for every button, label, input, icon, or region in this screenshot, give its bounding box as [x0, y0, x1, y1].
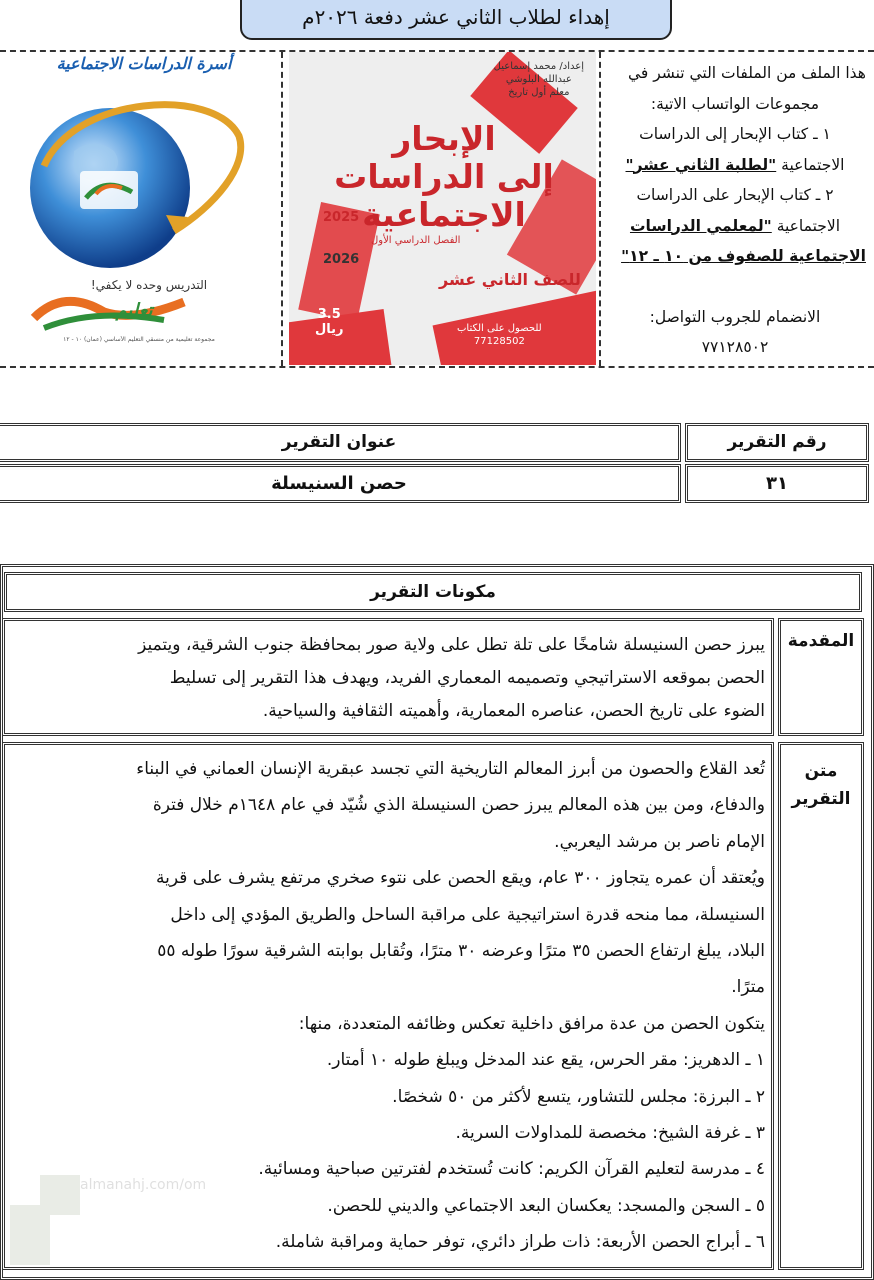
report-number-value-cell: [685, 464, 869, 503]
whatsapp-promo: [604, 58, 866, 363]
body-list-item: ٥ ـ السجن والمسجد: يعكسان البعد الاجتماعي والديني للحصن.: [327, 1195, 765, 1216]
watermark-shape: [40, 1175, 80, 1215]
promo-item-1b: [604, 150, 866, 181]
promo-intro: هذا الملف من الملفات التي تنشر في: [627, 64, 866, 82]
report-title-value-cell: [0, 464, 681, 503]
intro-line: الحصن بموقعه الاستراتيجي وتصميمه المعماري الفريد، ويهدف هذا التقرير إلى تسليط: [169, 668, 765, 688]
book-cover-image: [289, 52, 596, 365]
components-heading: مكونات التقرير: [370, 582, 496, 602]
body-list-item: ٦ ـ أبراج الحصن الأربعة: ذات طراز دائري، توفر حماية ومراقبة شاملة.: [275, 1232, 765, 1253]
body-list-item: ١ ـ الدهريز: مقر الحرس، يقع عند المدخل ويبلغ طوله ١٠ أمتار.: [326, 1050, 765, 1071]
header-divider: [281, 52, 283, 366]
cover-grade: للصف الثاني عشر: [439, 270, 581, 289]
promo-intro-2: مجموعات الواتساب الاتية:: [650, 94, 820, 113]
body-line: البلاد، يبلغ ارتفاع الحصن ٣٥ مترًا وعرضه ٣٠ مترًا، وتُقابل بوابته الشرقية سورًا طوله ٥٥: [157, 941, 765, 962]
intro-content-cell: [2, 618, 774, 736]
body-label-line: التقرير: [791, 789, 851, 809]
body-line: مترًا.: [731, 977, 765, 998]
watermark-logo: [10, 1175, 230, 1270]
cover-semester: الفصل الدراسي الأول: [371, 235, 461, 246]
promo-phone: ٧٧١٢٨٥٠٢: [701, 338, 769, 356]
report-number-value: ٣١: [766, 473, 788, 494]
body-label: [781, 757, 861, 813]
cover-contact-number: 77128502: [473, 336, 525, 347]
report-number-label-cell: [685, 423, 869, 462]
body-list-item: ٤ ـ مدرسة لتعليم القرآن الكريم: كانت تُستخدم لفترتين صباحية ومسائية.: [258, 1159, 765, 1180]
cover-authors: [494, 60, 584, 99]
body-line: الإمام ناصر بن مرشد اليعربي.: [554, 831, 765, 852]
report-title-value: حصن السنيسلة: [271, 473, 407, 494]
promo-join: الانضمام للجروب التواصل:: [649, 307, 821, 326]
cover-price: [315, 307, 344, 337]
cover-contact-line: للحصول على الكتاب: [457, 323, 542, 334]
body-line: السنيسلة، مما منحه قدرة استراتيجية على مراقبة الساحل والطريق المؤدي إلى داخل: [170, 904, 765, 925]
intro-line: الضوء على تاريخ الحصن، عناصره المعمارية، وأهميته الثقافية والسياحية.: [262, 701, 765, 721]
promo-group-teachers-2[interactable]: الاجتماعية للصفوف من ١٠ ـ ١٢": [621, 247, 866, 265]
cover-contact: [457, 322, 542, 348]
logo-title: أسرة الدراسات الاجتماعية: [56, 54, 232, 73]
logo-slogan: التدريس وحده لا يكفي!: [90, 278, 208, 292]
watermark-text: almanahj.com/om: [80, 1177, 207, 1193]
body-line: ويُعتقد أن عمره يتجاوز ٣٠٠ عام، ويقع الحصن على نتوء صخري مرتفع يشرف على قرية: [156, 868, 765, 889]
body-line: يتكون الحصن من عدة مرافق داخلية تعكس وظائفه المتعددة، منها:: [298, 1013, 765, 1034]
dedication-banner: [240, 0, 672, 40]
intro-line: يبرز حصن السنيسلة شامخًا على تلة تطل على ولاية صور بمحافظة جنوب الشرقية، ويتميز: [138, 635, 765, 655]
promo-item-2c: [604, 241, 866, 272]
cover-price-unit: ريال: [315, 322, 344, 337]
body-line: تُعد القلاع والحصون من أبرز المعالم التاريخية التي تجسد عبقرية الإنسان العماني في البناء: [136, 759, 765, 779]
cover-author-line: إعداد/ محمد إسماعيل: [493, 61, 584, 72]
components-heading-cell: [4, 572, 862, 612]
promo-group-students[interactable]: "لطلبة الثاني عشر": [625, 155, 777, 174]
promo-text: الاجتماعية: [771, 216, 841, 235]
report-title-label: عنوان التقرير: [281, 432, 397, 452]
intro-label-cell: [778, 618, 864, 736]
intro-paragraph: [11, 629, 765, 728]
cover-price-value: 3.5: [317, 307, 341, 322]
header-divider: [599, 52, 601, 366]
body-label-cell: [778, 742, 864, 1270]
body-list-item: ٣ ـ غرفة الشيخ: مخصصة للمداولات السرية.: [455, 1123, 765, 1144]
cover-year-start: 2025: [323, 210, 360, 225]
promo-item-2b: [604, 211, 866, 242]
social-studies-family-logo: [14, 56, 264, 350]
promo-item-2a: ٢ ـ كتاب الإبحار على الدراسات: [636, 186, 834, 204]
intro-label: المقدمة: [787, 631, 855, 651]
promo-item-1a: ١ ـ كتاب الإبحار إلى الدراسات: [639, 125, 831, 143]
cover-author-line: معلم أول تاريخ: [508, 87, 570, 98]
body-line: والدفاع، ومن بين هذه المعالم يبرز حصن السنيسلة الذي شُيّد في عام ١٦٤٨م خلال فترة: [152, 795, 765, 816]
cover-title-line: الاجتماعية: [362, 195, 526, 234]
logo-brand: تعليم: [115, 300, 153, 321]
cover-author-line: عبدالله البلوشي: [505, 74, 572, 85]
cover-title-line: إلى الدراسات: [334, 157, 554, 196]
cover-title-line: الإبحار: [392, 119, 496, 158]
report-title-label-cell: [0, 423, 681, 462]
body-list-item: ٢ ـ البرزة: مجلس للتشاور، يتسع لأكثر من ٥٠ شخصًا.: [392, 1086, 765, 1107]
dedication-text: إهداء لطلاب الثاني عشر دفعة ٢٠٢٦م: [302, 5, 610, 29]
logo-footer: مجموعة تعليمية من منسقي التعليم الأساسي (عمان) ١٠ - ١٢: [63, 336, 215, 343]
body-label-line: متن: [804, 761, 838, 781]
promo-text: الاجتماعية: [776, 155, 845, 174]
cover-year-end: 2026: [323, 252, 360, 267]
spacer: [604, 272, 866, 302]
promo-group-teachers[interactable]: "لمعلمي الدراسات: [629, 216, 772, 235]
report-number-label: رقم التقرير: [727, 432, 827, 452]
